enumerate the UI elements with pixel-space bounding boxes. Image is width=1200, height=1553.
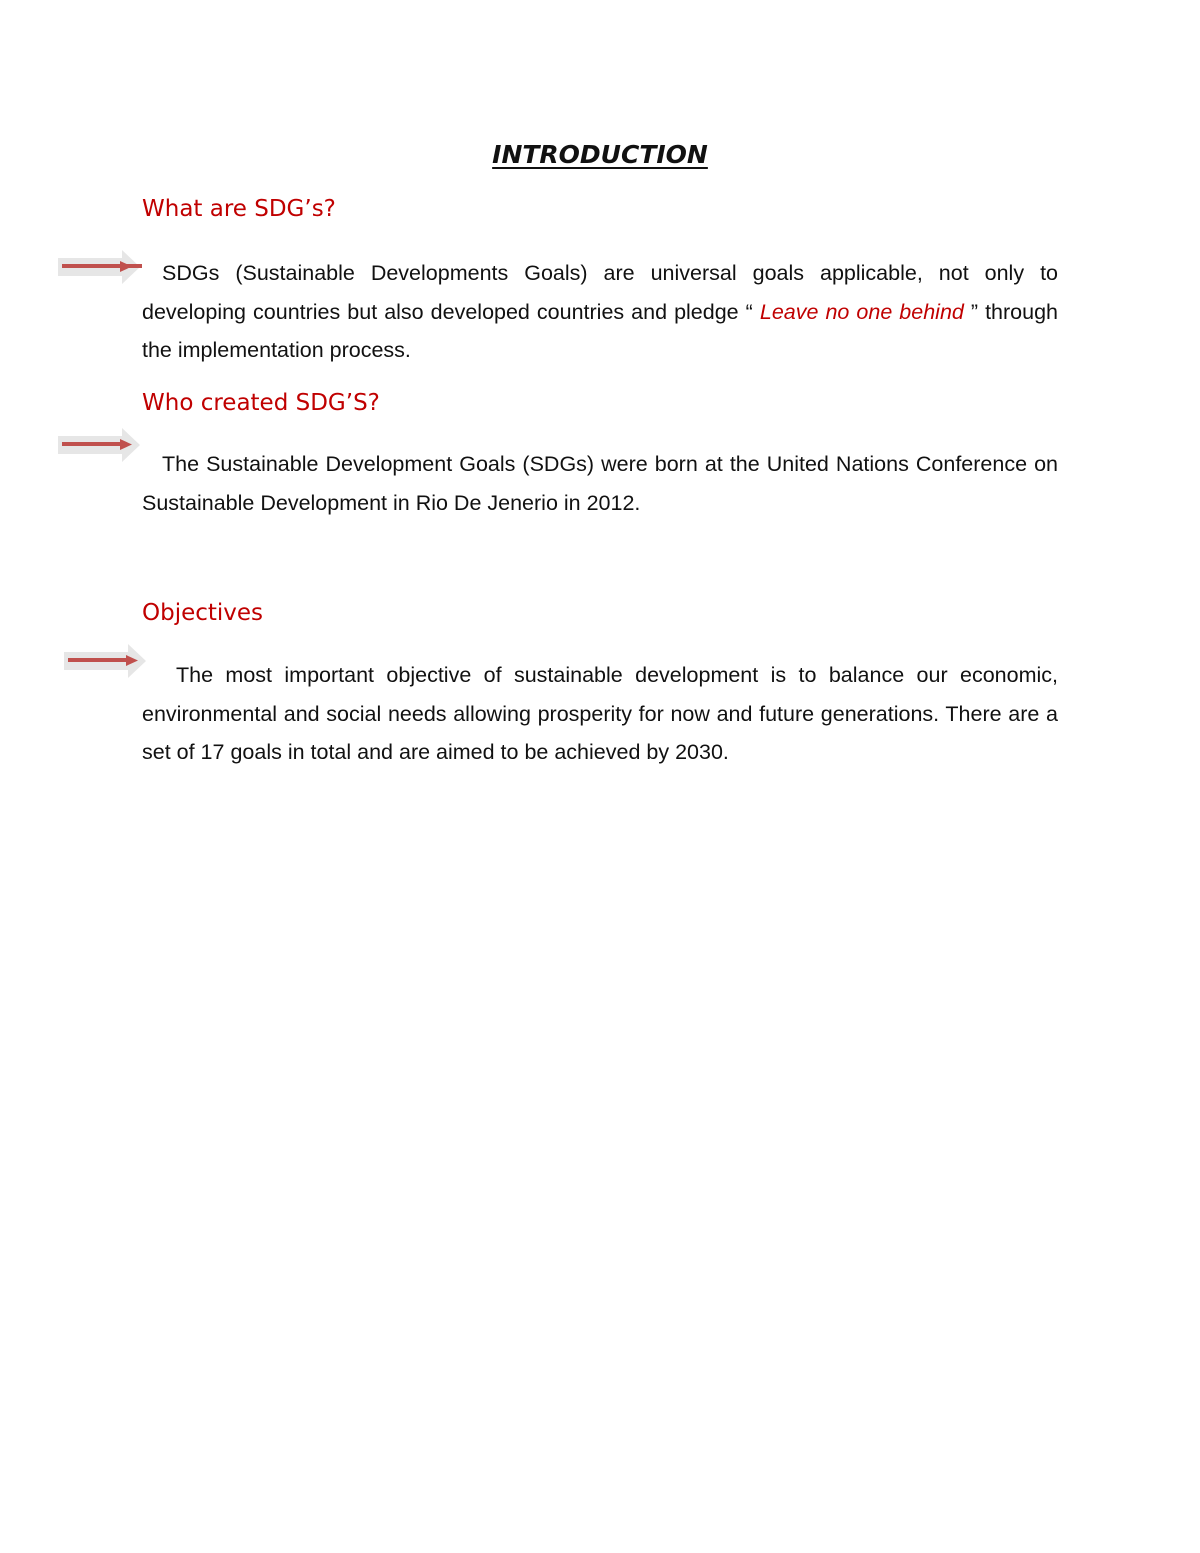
section-heading-who-created-sdgs: Who created SDG’S? bbox=[142, 390, 380, 416]
page-title: INTRODUCTION bbox=[492, 140, 708, 169]
pledge-highlight: Leave no one behind bbox=[759, 299, 964, 324]
right-arrow-icon bbox=[56, 426, 142, 464]
body-text: SDGs (Sustainable Developments Goals) are universal goals applicable, not only to developing countries but also developed countries and pledge “ bbox=[142, 261, 1058, 324]
section-body-who-created-sdgs bbox=[142, 445, 1058, 522]
body-text: The most important objective of sustainable development is to balance our economic, environmental and social needs allowing prosperity for now and future generations. There are a set of 17 goals in total and are aimed to be achieved by 2030. bbox=[142, 663, 1058, 764]
body-text-end: ” through the implementation process. bbox=[142, 299, 1058, 362]
section-body-objectives bbox=[142, 656, 1058, 772]
right-arrow-icon bbox=[56, 248, 142, 286]
right-arrow-icon bbox=[62, 642, 148, 680]
section-heading-objectives: Objectives bbox=[142, 600, 264, 626]
section-body-what-are-sdgs bbox=[142, 254, 1058, 370]
body-text: The Sustainable Development Goals (SDGs) were born at the United Nations Conference on Sustainable Development in Rio De Jenerio in 2012. bbox=[142, 452, 1058, 515]
section-heading-what-are-sdgs: What are SDG’s? bbox=[142, 196, 336, 222]
